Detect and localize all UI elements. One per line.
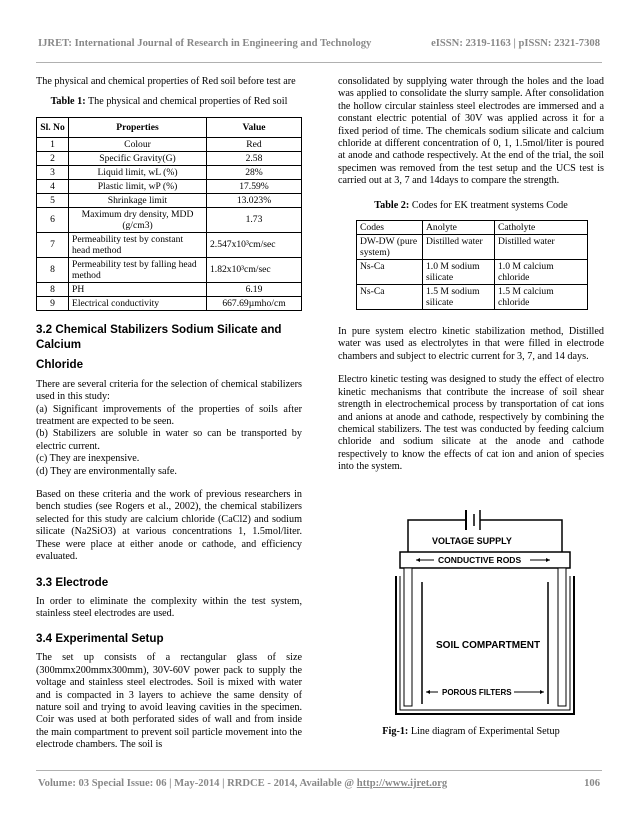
section-heading: 3.2 Chemical Stabilizers Sodium Silicate and Calcium [36,322,282,351]
header-divider [36,62,602,63]
setup-diagram [394,506,576,720]
table-row: 5 Shrinkage limit 13.023% [37,193,302,207]
table-header: Catholyte [495,221,588,235]
right-column [338,76,604,474]
table-row: 8 Permeability test by falling head method 1.82x10³cm/sec [37,257,302,282]
table-row: DW-DW (pure system) Distilled water Distilled water [357,235,588,260]
table-row: 9 Electrical conductivity 667.69µmho/cm [37,296,302,310]
section-heading: Chloride [36,357,84,371]
voltage-supply-label: VOLTAGE SUPPLY [432,536,512,546]
paragraph: Electro kinetic testing was designed to study the effect of electro kinetic mechanisms that contribute the increase of soil shear strength in electrochemical process by transportation of cat ions and anions at anode and cathode, respectively by combining the chemical stabilizers. The test was conducted by feeding calcium chloride and sodium silicate at the anode and cathode respectively to know the effects of cat ion and anion of species into the system. [338,374,604,473]
paragraph: In order to eliminate the complexity within the test system, stainless steel electrodes are used. [36,595,302,619]
list-item: (b) Stabilizers are soluble in water so can be transported by electric current. [36,428,302,452]
list-item: (d) They are environmentally safe. [36,465,177,477]
table-header: Codes [357,221,423,235]
section-heading: 3.4 Experimental Setup [36,632,164,646]
porous-filters-label: POROUS FILTERS [442,688,512,697]
electrode-left [404,568,412,706]
page-footer [38,778,600,789]
table-row: 2 Specific Gravity(G) 2.58 [37,151,302,165]
left-column [36,76,302,752]
issn: eISSN: 2319-1163 | pISSN: 2321-7308 [431,38,600,49]
table-header: Anolyte [423,221,495,235]
table-codes [356,220,588,310]
table-properties [36,117,302,311]
section-heading: 3.3 Electrode [36,575,109,589]
table-header: Value [207,117,302,137]
paragraph: Based on these criteria and the work of previous researchers in bench studies (see Rogers et al., 2002), the chemical stabilizers selected for this study are calcium chloride (CaCl2) and sodium silicate (Na2SiO3) at various concentrations 1, 1.5mol/liter. These were place at either anode or cathode, and efficiency evaluated. [36,489,302,563]
table-row: 8 PH 6.19 [37,282,302,296]
table-row: 1 Colour Red [37,137,302,151]
table-row: 6 Maximum dry density, MDD (g/cm3) 1.73 [37,207,302,232]
table-header: Properties [69,117,207,137]
table-row: 7 Permeability test by constant head method 2.547x10³cm/sec [37,232,302,257]
paragraph: There are several criteria for the selection of chemical stabilizers used in this study: [36,378,302,403]
journal-name: IJRET: International Journal of Research in Engineering and Technology [38,38,372,49]
conductive-rods-label: CONDUCTIVE RODS [438,555,522,565]
footer-divider [36,770,602,771]
battery-icon [466,510,480,530]
paragraph: The set up consists of a rectangular glass of size (300mmx200mmx300mm), 30V-60V power pack to supply the voltage and stainless steel electrodes. Soil is mixed with water and is compacted in 3 layers to achieve the same density of nature soil and trying to avoid leaving cavities in the specimen. Coir was used at both perforated sides of wall and from inside the main compartment to prevent soil particle movement into the electrode chambers. The soil is [36,652,302,751]
journal-link[interactable]: http://www.ijret.org [356,778,448,789]
figure-caption: Fig-1: Line diagram of Experimental Setup [382,726,560,737]
table-row: 3 Liquid limit, wL (%) 28% [37,165,302,179]
table2-caption: Table 2: Codes for EK treatment systems Code [374,199,568,211]
table-header: Sl. No [37,117,69,137]
electrode-right [558,568,566,706]
list-item: (a) Significant improvements of the properties of soils after treatment are expected to be seen. [36,403,302,428]
footer-volume: Volume: 03 Special Issue: 06 | May-2014 | RRDCE - 2014, Available @ http://www.ijret.org [38,778,448,789]
power-wire [408,520,562,702]
paragraph: consolidated by supplying water through the holes and the load was applied to consolidate the slurry sample. After consolidation the hollow circular stainless steel electrodes are immersed and a constant electric potential of 30V was applied across it for a fixed period of time. The chemicals sodium silicate and calcium chloride at different concentration of 0, 1, 1.5mol/liter is poured at anode and cathode respectively. At the end of the trial, the soil specimen was removed from the test setup and the UCS test is carried out at 3, 7 and 14days to compare the strength. [338,76,604,187]
table-row: 4 Plastic limit, wP (%) 17.59% [37,179,302,193]
table-row: Ns-Ca 1.5 M sodium silicate 1.5 M calcium chloride [357,285,588,310]
paragraph: In pure system electro kinetic stabilization method, Distilled water was used as electrolytes in that were filled in electrode chambers and subject to electric current for 3, 7, and 14 days. [338,326,604,362]
table1-caption: Table 1: The physical and chemical properties of Red soil [50,96,288,108]
intro-text: The physical and chemical properties of Red soil before test are [36,76,296,87]
list-item: (c) They are inexpensive. [36,453,140,465]
table-row: Ns-Ca 1.0 M sodium silicate 1.0 M calcium chloride [357,260,588,285]
page-header [38,38,600,49]
soil-compartment-label: SOIL COMPARTMENT [436,640,541,651]
page-number: 106 [584,778,600,789]
